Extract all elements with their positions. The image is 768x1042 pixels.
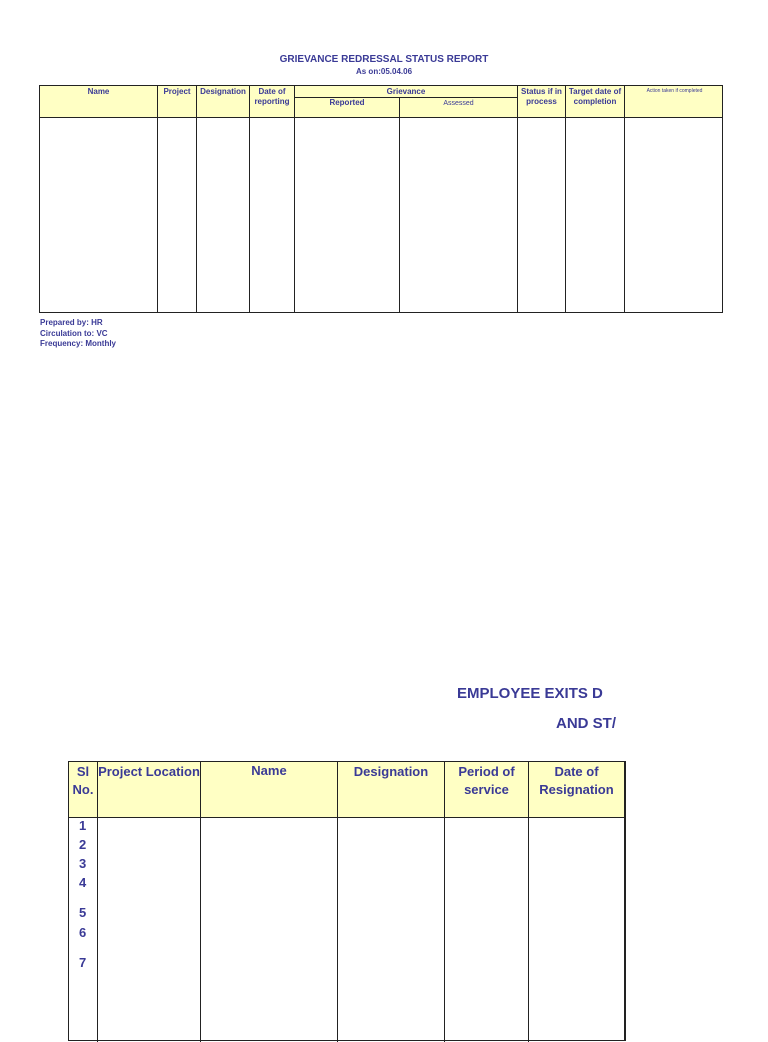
col-assessed: Assessed [443, 100, 474, 107]
col-name: Name [87, 87, 110, 96]
col-date-of-reporting: Date of reporting [254, 87, 290, 106]
col-date-of-resignation: Date of Resignation [539, 764, 614, 797]
employee-exits-title [430, 683, 626, 743]
col-exit-designation: Designation [353, 764, 429, 779]
row-number: 3 [79, 856, 87, 871]
frequency: Frequency: Monthly [40, 339, 117, 348]
col-sl-no: Sl No. [72, 764, 94, 797]
grievance-report-title: GRIEVANCE REDRESSAL STATUS REPORT [279, 54, 489, 65]
circulation: Circulation to: VC [40, 329, 108, 338]
row-number: 7 [79, 955, 87, 970]
col-project-location: Project Location [98, 764, 200, 779]
row-number: 5 [79, 905, 87, 920]
col-status: Status if in process [521, 87, 562, 106]
col-grievance: Grievance [386, 87, 426, 96]
col-designation: Designation [200, 87, 246, 96]
employee-exits-title-line2: AND ST/ [556, 715, 616, 732]
col-action-taken: Action taken if completed [646, 88, 703, 94]
report-date: As on:05.04.06 [355, 67, 413, 76]
col-project: Project [163, 87, 191, 96]
row-number: 1 [79, 818, 87, 833]
employee-exits-title-line1: EMPLOYEE EXITS D [457, 685, 603, 702]
row-number: 6 [79, 925, 87, 940]
col-target-date: Target date of completion [568, 87, 622, 106]
row-number: 2 [79, 837, 87, 852]
grievance-table [39, 85, 723, 313]
col-period-of-service: Period of service [458, 764, 515, 797]
employee-exits-table [68, 761, 626, 1041]
col-exit-name: Name [251, 763, 287, 778]
prepared-by: Prepared by: HR [40, 318, 103, 327]
row-number: 4 [79, 875, 87, 890]
col-reported: Reported [329, 98, 365, 107]
